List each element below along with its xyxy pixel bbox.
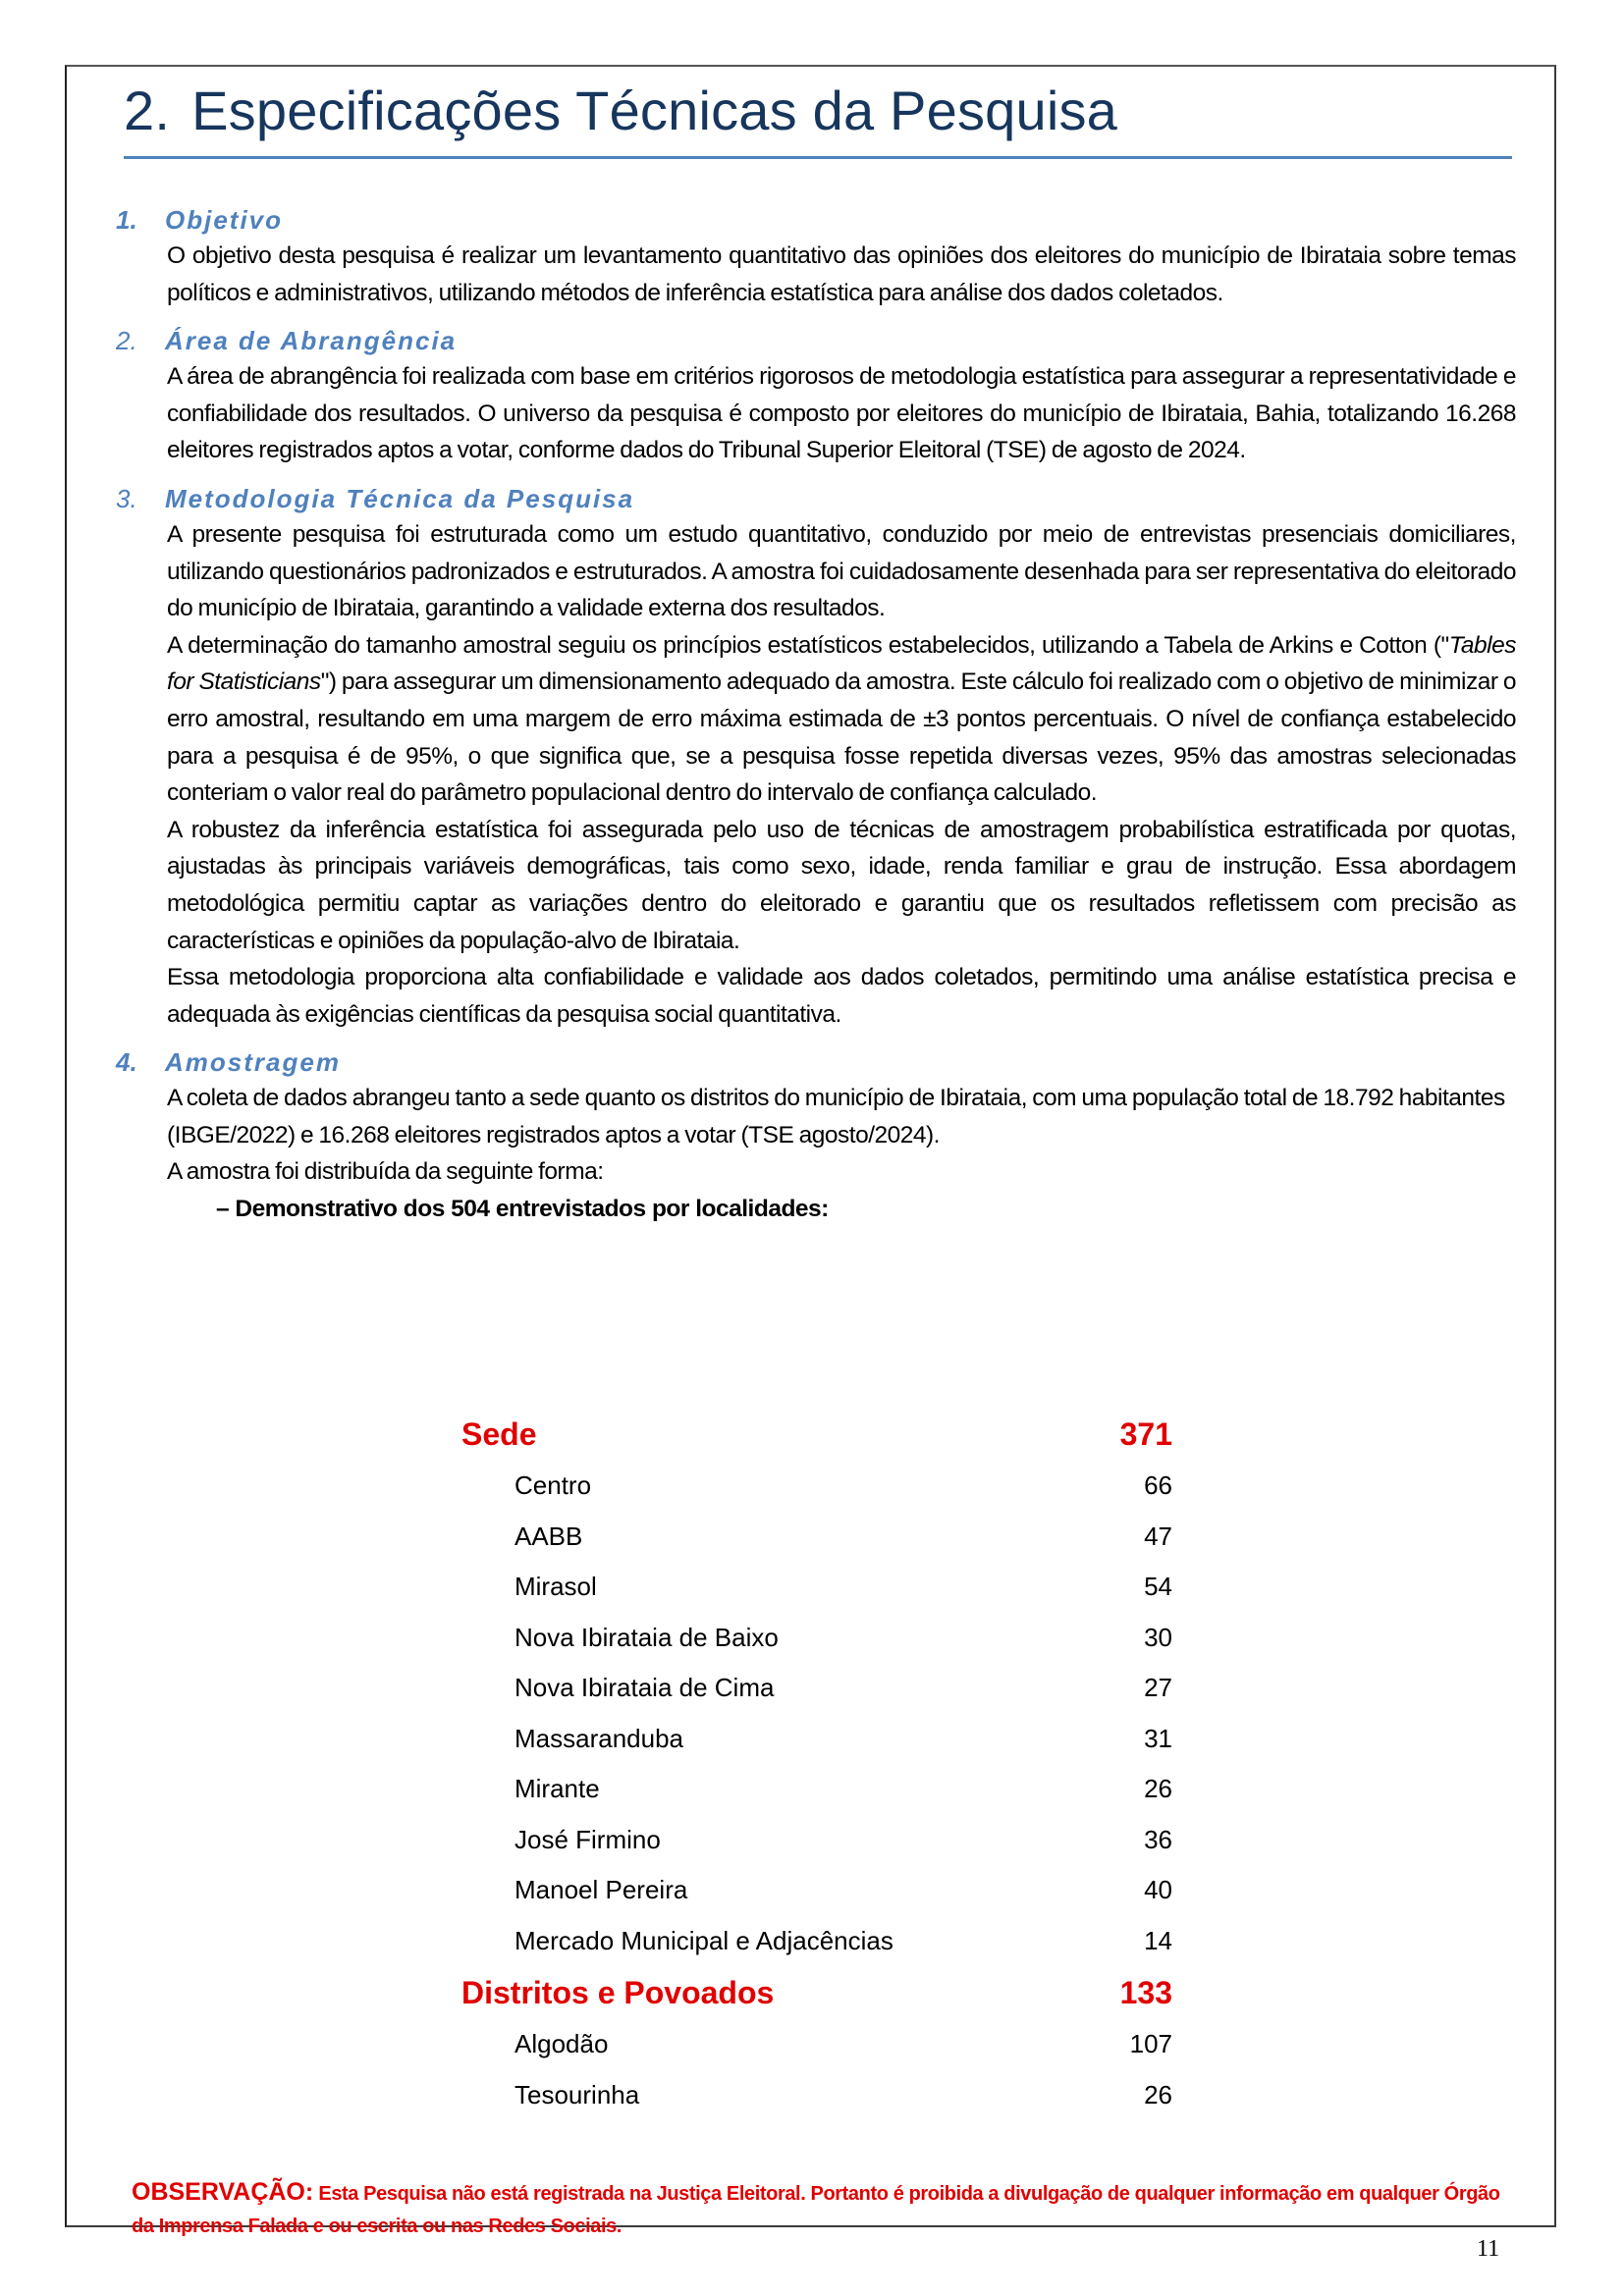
note-text: Esta Pesquisa não está registrada na Justiça Eleitoral. Portanto é proibida a divulgação de qualquer informação em qualquer Órgão da Imprensa Falada e ou escrita ou nas Redes Sociais.: [132, 2183, 1500, 2237]
location-row: [461, 1865, 1172, 1916]
location-row: [461, 1764, 1172, 1815]
section-objetivo: [116, 202, 1516, 311]
paragraph: A coleta de dados abrangeu tanto a sede quanto os distritos do município de Ibirataia, com uma população total de 18.792 habitantes (IBGE/2022) e 16.268 eleitores registrados aptos a votar (TSE agosto/2024).: [167, 1085, 1505, 1148]
note-label: OBSERVAÇÃO:: [132, 2178, 314, 2206]
location-count: 27: [1144, 1673, 1172, 1702]
section-metodologia: [116, 481, 1516, 1033]
paragraph: Essa metodologia proporciona alta confiabilidade e validade aos dados coletados, permitindo uma análise estatística precisa e adequada às exigências científicas da pesquisa social quantitativa.: [167, 964, 1516, 1028]
location-count: 47: [1144, 1521, 1172, 1551]
section-title: Amostragem: [165, 1047, 341, 1078]
location-row: [461, 2070, 1172, 2121]
section-title: Metodologia Técnica da Pesquisa: [165, 483, 635, 513]
book-title: Tables for Statisticians: [167, 631, 1516, 696]
location-name: AABB: [514, 1521, 583, 1551]
location-name: Centro: [514, 1470, 592, 1500]
location-row: [461, 1714, 1172, 1765]
section-heading: [116, 202, 1516, 238]
location-name: Tesourinha: [514, 2079, 640, 2109]
group-name: Sede: [461, 1416, 537, 1452]
location-row: [461, 1815, 1172, 1866]
text-run: A determinação do tamanho amostral seguiu os princípios estatísticos estabelecidos, utilizando a Tabela de Arkins e Cotton (": [167, 631, 1449, 659]
group-total: 371: [1119, 1416, 1172, 1452]
location-row: [461, 1916, 1172, 1967]
section-number: 3.: [116, 483, 137, 513]
paragraph: A robustez da inferência estatística foi assegurada pelo uso de técnicas de amostragem probabilística estratificada por quotas, ajustadas às principais variáveis demográficas, tais como sexo, idade, renda familiar e grau de instrução. Essa abordagem metodológica permitiu captar as variações dentro do eleitorado e garantiu que os resultados refletissem com precisão as características e opiniões da população-alvo de Ibirataia.: [167, 816, 1516, 954]
location-count: 14: [1144, 1925, 1172, 1955]
paragraph: O objetivo desta pesquisa é realizar um levantamento quantitativo das opiniões dos eleitores do município de Ibirataia sobre temas políticos e administrativos, utilizando métodos de inferência estatística para análise dos dados coletados.: [167, 242, 1516, 306]
location-count: 31: [1144, 1723, 1172, 1753]
location-count: 26: [1144, 1774, 1172, 1803]
location-count: 40: [1144, 1875, 1172, 1904]
section-heading: [116, 481, 1516, 516]
location-name: Mercado Municipal e Adjacências: [514, 1925, 893, 1955]
group-row-sede: [461, 1410, 1172, 1459]
location-row: [461, 1512, 1172, 1563]
disclaimer-note: [132, 2176, 1526, 2243]
location-name: Nova Ibirataia de Baixo: [514, 1622, 779, 1652]
location-name: Manoel Pereira: [514, 1875, 688, 1904]
paragraph: A amostra foi distribuída da seguinte forma:: [167, 1158, 604, 1186]
section-number: 4.: [116, 1047, 137, 1078]
location-name: Mirante: [514, 1774, 600, 1803]
section-area-abrangencia: [116, 323, 1516, 469]
location-count: 36: [1144, 1824, 1172, 1854]
location-name: Algodão: [514, 2029, 609, 2058]
location-row: [461, 1562, 1172, 1613]
section-title: Área de Abrangência: [165, 326, 458, 356]
title-number: 2.: [124, 80, 171, 141]
text-run: ") para assegurar um dimensionamento adequado da amostra. Este cálculo foi realizado com o objetivo de minimizar o erro amostral, resultando em uma margem de erro máxima estimada de ±3 pontos percentuais. O nível de confiança estabelecido para a pesquisa é de 95%, o que significa que, se a pesquisa fosse repetida diversas vezes, 95% das amostras selecionadas conteriam o valor real do parâmetro populacional dentro do intervalo de confiança calculado.: [167, 668, 1516, 807]
section-title: Objetivo: [165, 205, 284, 235]
group-row-distritos: [461, 1968, 1172, 2017]
location-name: Mirasol: [514, 1572, 597, 1601]
paragraph: A área de abrangência foi realizada com base em critérios rigorosos de metodologia estatística para assegurar a representatividade e confiabilidade dos resultados. O universo da pesquisa é composto por eleitores do município de Ibirataia, Bahia, totalizando 16.268 eleitores registrados aptos a votar, conforme dados do Tribunal Superior Eleitoral (TSE) de agosto de 2024.: [167, 363, 1516, 464]
page-title: [124, 77, 1117, 145]
section-number: 1.: [116, 205, 137, 235]
location-name: José Firmino: [514, 1824, 661, 1854]
location-count: 26: [1144, 2079, 1172, 2109]
distribution-subheading: – Demonstrativo dos 504 entrevistados por localidades:: [216, 1196, 829, 1223]
location-count: 66: [1144, 1470, 1172, 1500]
location-name: Massaranduba: [514, 1723, 683, 1753]
title-underline: [124, 156, 1512, 159]
location-count: 107: [1129, 2029, 1172, 2058]
sample-distribution-table: [461, 1410, 1172, 2120]
location-row: [461, 1663, 1172, 1714]
section-heading: [116, 1044, 1516, 1080]
location-count: 30: [1144, 1622, 1172, 1652]
document-body: [116, 202, 1516, 1240]
paragraph: A presente pesquisa foi estruturada como um estudo quantitativo, conduzido por meio de entrevistas presenciais domiciliares, utilizando questionários padronizados e estruturados. A amostra foi cuidadosamente desenhada para ser representativa do eleitorado do município de Ibirataia, garantindo a validade externa dos resultados.: [167, 520, 1516, 622]
location-row: [461, 1613, 1172, 1664]
location-name: Nova Ibirataia de Cima: [514, 1673, 775, 1702]
section-amostragem: [116, 1044, 1516, 1227]
group-name: Distritos e Povoados: [461, 1975, 775, 2010]
title-text: Especificações Técnicas da Pesquisa: [191, 80, 1118, 141]
page-number: 11: [1477, 2236, 1500, 2262]
location-row: [461, 2019, 1172, 2070]
location-count: 54: [1144, 1572, 1172, 1601]
paragraph-sample-size: [167, 627, 1516, 812]
section-heading: [116, 323, 1516, 358]
location-row: [461, 1461, 1172, 1512]
section-number: 2.: [116, 326, 137, 356]
group-total: 133: [1119, 1975, 1172, 2010]
